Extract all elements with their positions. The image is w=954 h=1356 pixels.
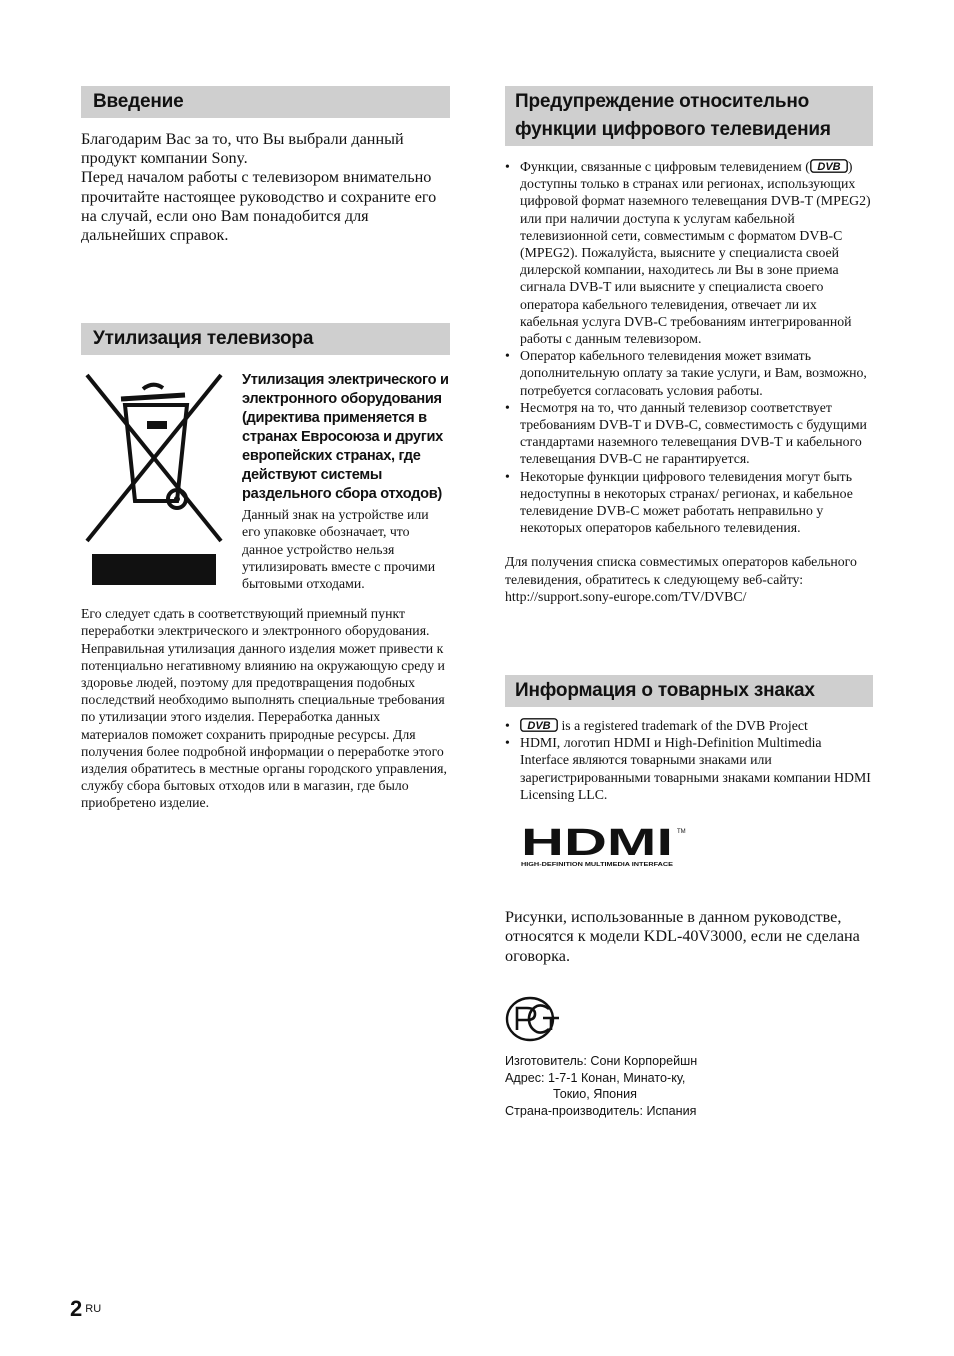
disposal-title: Утилизация электрического и электронного оборудования (директива применяется в странах Евросоюза и других европейских странах, где действуют системы раздельного сбора отходов) — [242, 372, 449, 503]
intro-paragraph-1: Благодарим Вас за то, что Вы выбрали данный продукт компании Sony. — [81, 130, 404, 168]
page-language: RU — [85, 1303, 102, 1315]
hdmi-logo-subtitle: HIGH-DEFINITION MULTIMEDIA INTERFACE — [521, 862, 674, 869]
list-item: • HDMI, логотип HDMI и High-Definition Multimedia Interface являются товарными знаками или зарегистрированными товарными знаками компании HDMI Licensing LLC. — [505, 735, 871, 802]
left-column — [81, 86, 450, 812]
digital-warning-heading — [505, 86, 873, 146]
disposal-continued-text: Его следует сдать в соответствующий приемный пункт переработки электрического и электронного оборудования. Неправильная утилизация данного изделия может привести к потенциально негативному влиянию на окружающую среду и здоровье людей, поэтому для предотвращения подобных последствий необходимо выполнять специальные требования по утилизации этого изделия. Переработка данных материалов поможет сохранить природные ресурсы. Для получения более подробной информации о переработке этого изделия обратитесь в местные органы городского управления, службу сбора бытовых отходов или в магазин, где было приобретено изделие. — [81, 606, 447, 811]
manufacturer-line: Изготовитель: Сони Корпорейшн — [505, 1053, 698, 1068]
page-number — [70, 1296, 101, 1322]
intro-paragraph-2: Перед началом работы с телевизором внимательно прочитайте настоящее руководство и сохраните его на случай, если оно Вам понадобится для дальнейших справок. — [81, 168, 437, 245]
hdmi-logo — [521, 823, 873, 874]
operators-text: Для получения списка совместимых операторов кабельного телевидения, обратитесь к следующему веб-сайту: — [505, 554, 857, 587]
dvb-logo-text: DVB — [817, 161, 841, 173]
list-item: • Оператор кабельного телевидения может взимать дополнительную оплату за такие услуги, и Вам, возможно, потребуется согласовать условия работы. — [505, 348, 867, 398]
list-item: • Функции, связанные с цифровым телевидением ( DVB ) доступны только в странах или регионах, использующих цифровой формат наземного телевещания DVB-T (MPEG2) или при наличии доступа к услугам кабельной телевизионной сети, совместимым с форматом DVB-C (MPEG2). Пожалуйста, выясните у специалиста своей дилерской компании, находитесь ли Вы в зоне приема сигнала DVB-T или выясните у специалиста своего оператора кабельного телевидения, отвечает ли их кабельная услуга DVB-C требованиям интегрированной работы с данным телевизором. — [505, 159, 871, 347]
disposal-short-text: Данный знак на устройстве или его упаковке обозначает, что данное устройство нельзя утилизировать вместе с прочими бытовыми отходами. — [242, 507, 436, 592]
trademarks-heading: Информация о товарных знаках — [505, 675, 873, 707]
intro-text — [81, 130, 450, 245]
list-item: • Несмотря на то, что данный телевизор соответствует требованиям DVB-T и DVB-C, совместимость с будущими стандартами наземного телевещания DVB-T и кабельного телевещания DVB-C не гарантируется. — [505, 399, 867, 467]
disposal-block — [81, 371, 450, 609]
dvb-logo-icon — [520, 718, 558, 732]
hdmi-logo-tm: TM — [677, 829, 686, 836]
country-line: Страна-производитель: Испания — [505, 1104, 697, 1119]
bin-underline-bar — [92, 554, 216, 585]
support-url[interactable]: http://support.sony-europe.com/TV/DVBC/ — [505, 588, 747, 604]
disposal-heading: Утилизация телевизора — [81, 323, 450, 355]
hdmi-logo-word: HDMI — [521, 823, 673, 865]
figures-note: Рисунки, использованные в данном руководстве, относятся к модели KDL-40V3000, если не сделана оговорка. — [505, 908, 860, 965]
crossed-out-wheelie-bin-icon — [81, 371, 225, 591]
address-line-2: Токио, Япония — [553, 1087, 637, 1102]
list-item: • DVB is a registered trademark of the DVB Project — [505, 718, 808, 734]
list-item: • Некоторые функции цифрового телевидения могут быть недоступны в некоторых странах/ регионах, и кабельное телевидение DVB-C может работать неправильно у некоторых операторов кабельного телевидения. — [505, 468, 853, 536]
intro-heading: Введение — [81, 86, 450, 118]
disposal-info — [242, 371, 450, 592]
manufacturer-info — [505, 1053, 873, 1120]
trademarks-list — [505, 717, 873, 803]
dvb-logo-icon — [810, 159, 848, 173]
digital-warning-heading-line-1: Предупреждение относительно — [515, 91, 810, 112]
pct-certification-mark-icon — [505, 996, 873, 1047]
hdmi-logo-icon — [521, 823, 691, 869]
page-number-value: 2 — [70, 1296, 83, 1321]
digital-warning-list — [505, 158, 873, 536]
address-line-1: Адрес: 1-7-1 Конан, Минато-ку, — [505, 1070, 686, 1085]
right-column — [505, 86, 873, 1120]
dvb-logo-text: DVB — [527, 720, 551, 733]
digital-warning-heading-line-2: функции цифрового телевидения — [515, 119, 831, 140]
